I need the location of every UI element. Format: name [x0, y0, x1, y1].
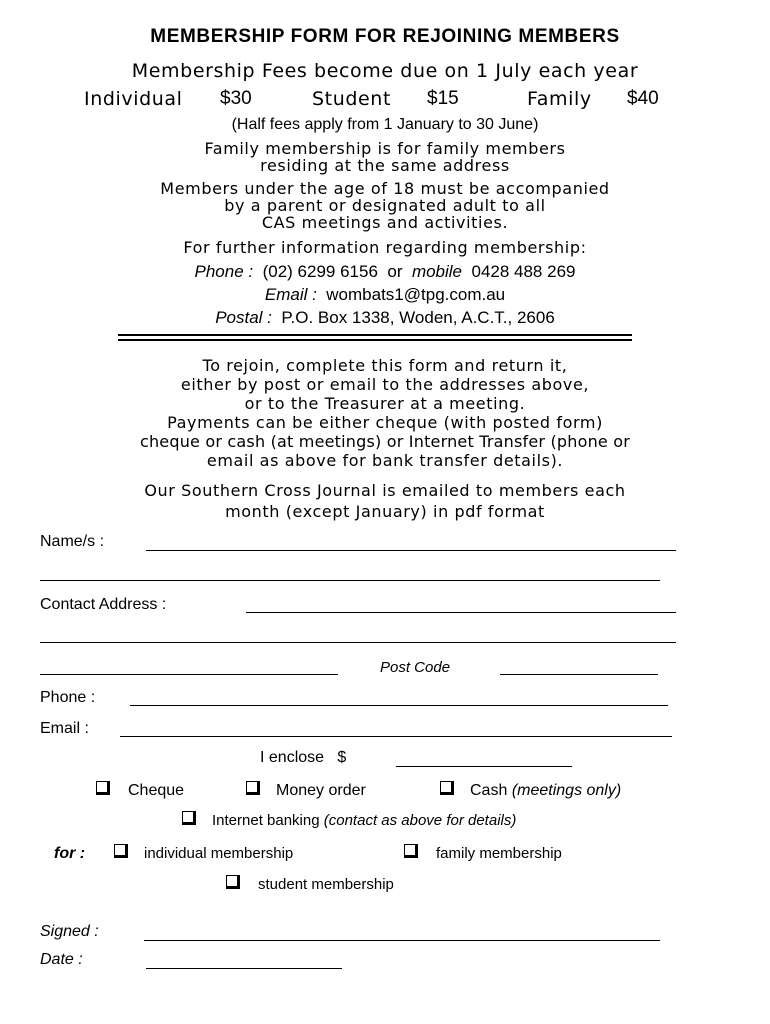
address-field[interactable] — [246, 612, 676, 613]
enclose-text: I enclose — [260, 749, 325, 766]
for-label: for : — [54, 845, 86, 862]
enclose-currency: $ — [337, 749, 347, 766]
fee-family-label: Family — [527, 88, 592, 110]
under18-note-line-3: CAS meetings and activities. — [261, 213, 509, 232]
cash-checkbox[interactable] — [440, 781, 454, 795]
enclose-amount-field[interactable] — [396, 766, 572, 767]
journal-note-line-2: month (except January) in pdf format — [225, 502, 545, 521]
postcode-field[interactable] — [500, 674, 658, 675]
form-title: MEMBERSHIP FORM FOR REJOINING MEMBERS — [150, 26, 620, 47]
journal-note-line-1: Our Southern Cross Journal is emailed to members each — [144, 481, 626, 500]
address-field-line-2[interactable] — [40, 642, 676, 643]
fee-individual-label: Individual — [84, 88, 183, 110]
instructions-line-4: Payments can be either cheque (with posted form) — [167, 413, 603, 432]
divider-bottom — [118, 339, 632, 341]
half-fees-note: (Half fees apply from 1 January to 30 June) — [231, 116, 539, 133]
phone-line — [0, 262, 770, 282]
date-label: Date : — [40, 951, 83, 968]
address-field-line-3[interactable] — [40, 674, 338, 675]
fee-student-amount: $15 — [427, 88, 459, 109]
phone-field-label: Phone : — [40, 689, 96, 706]
individual-membership-label: individual membership — [144, 845, 294, 862]
fees-due-note: Membership Fees become due on 1 July each year — [131, 60, 639, 82]
names-field-line-2[interactable] — [40, 580, 660, 581]
date-field[interactable] — [146, 968, 342, 969]
instructions-line-1: To rejoin, complete this form and return it, — [202, 356, 568, 375]
phone-field[interactable] — [130, 705, 668, 706]
instructions-line-5: cheque or cash (at meetings) or Internet Transfer (phone or — [139, 432, 631, 451]
cash-option — [470, 782, 621, 800]
money-order-label: Money order — [276, 782, 366, 799]
cheque-checkbox[interactable] — [96, 781, 110, 795]
fee-individual-amount: $30 — [220, 88, 252, 109]
signature-field[interactable] — [144, 940, 660, 941]
internet-banking-checkbox[interactable] — [182, 811, 196, 825]
divider-top — [118, 334, 632, 336]
family-note-line-1: Family membership is for family members — [204, 139, 566, 158]
family-membership-checkbox[interactable] — [404, 844, 418, 858]
cheque-label: Cheque — [128, 782, 185, 799]
email-address: wombats1@tpg.com.au — [326, 285, 506, 304]
postal-address: P.O. Box 1338, Woden, A.C.T., 2606 — [281, 308, 555, 327]
internet-banking-label: Internet banking — [212, 812, 320, 829]
money-order-checkbox[interactable] — [246, 781, 260, 795]
family-membership-label: family membership — [436, 845, 562, 862]
under18-note-line-1: Members under the age of 18 must be accompanied — [160, 179, 610, 198]
instructions-line-2: either by post or email to the addresses above, — [180, 375, 590, 394]
instructions-line-3: or to the Treasurer at a meeting. — [244, 394, 526, 413]
contact-address-label: Contact Address : — [40, 596, 167, 613]
signed-label: Signed : — [40, 923, 99, 940]
postal-label: Postal : — [215, 308, 272, 327]
cash-label: Cash — [470, 782, 508, 799]
enclose-label — [260, 749, 346, 767]
student-membership-label: student membership — [258, 876, 394, 893]
postal-line — [0, 308, 770, 328]
email-line — [0, 285, 770, 305]
email-field[interactable] — [120, 736, 672, 737]
email-label: Email : — [264, 285, 317, 304]
phone-label: Phone : — [194, 262, 254, 281]
family-note-line-2: residing at the same address — [260, 156, 510, 175]
student-membership-checkbox[interactable] — [226, 875, 240, 889]
internet-banking-option — [212, 812, 516, 829]
mobile-label: mobile — [411, 262, 463, 281]
cash-note: (meetings only) — [511, 782, 622, 799]
fee-family-amount: $40 — [627, 88, 659, 109]
instructions-line-6: email as above for bank transfer details). — [206, 451, 564, 470]
fee-student-label: Student — [312, 88, 391, 110]
under18-note-line-2: by a parent or designated adult to all — [224, 196, 546, 215]
individual-membership-checkbox[interactable] — [114, 844, 128, 858]
mobile-number: 0428 488 269 — [471, 262, 576, 281]
or-text: or — [387, 262, 403, 281]
names-label: Name/s : — [40, 533, 105, 550]
internet-banking-note: (contact as above for details) — [323, 812, 517, 829]
postcode-label: Post Code — [380, 659, 451, 676]
email-field-label: Email : — [40, 720, 89, 737]
phone-number: (02) 6299 6156 — [262, 262, 378, 281]
names-field[interactable] — [146, 550, 676, 551]
contact-intro: For further information regarding membership: — [183, 238, 587, 257]
